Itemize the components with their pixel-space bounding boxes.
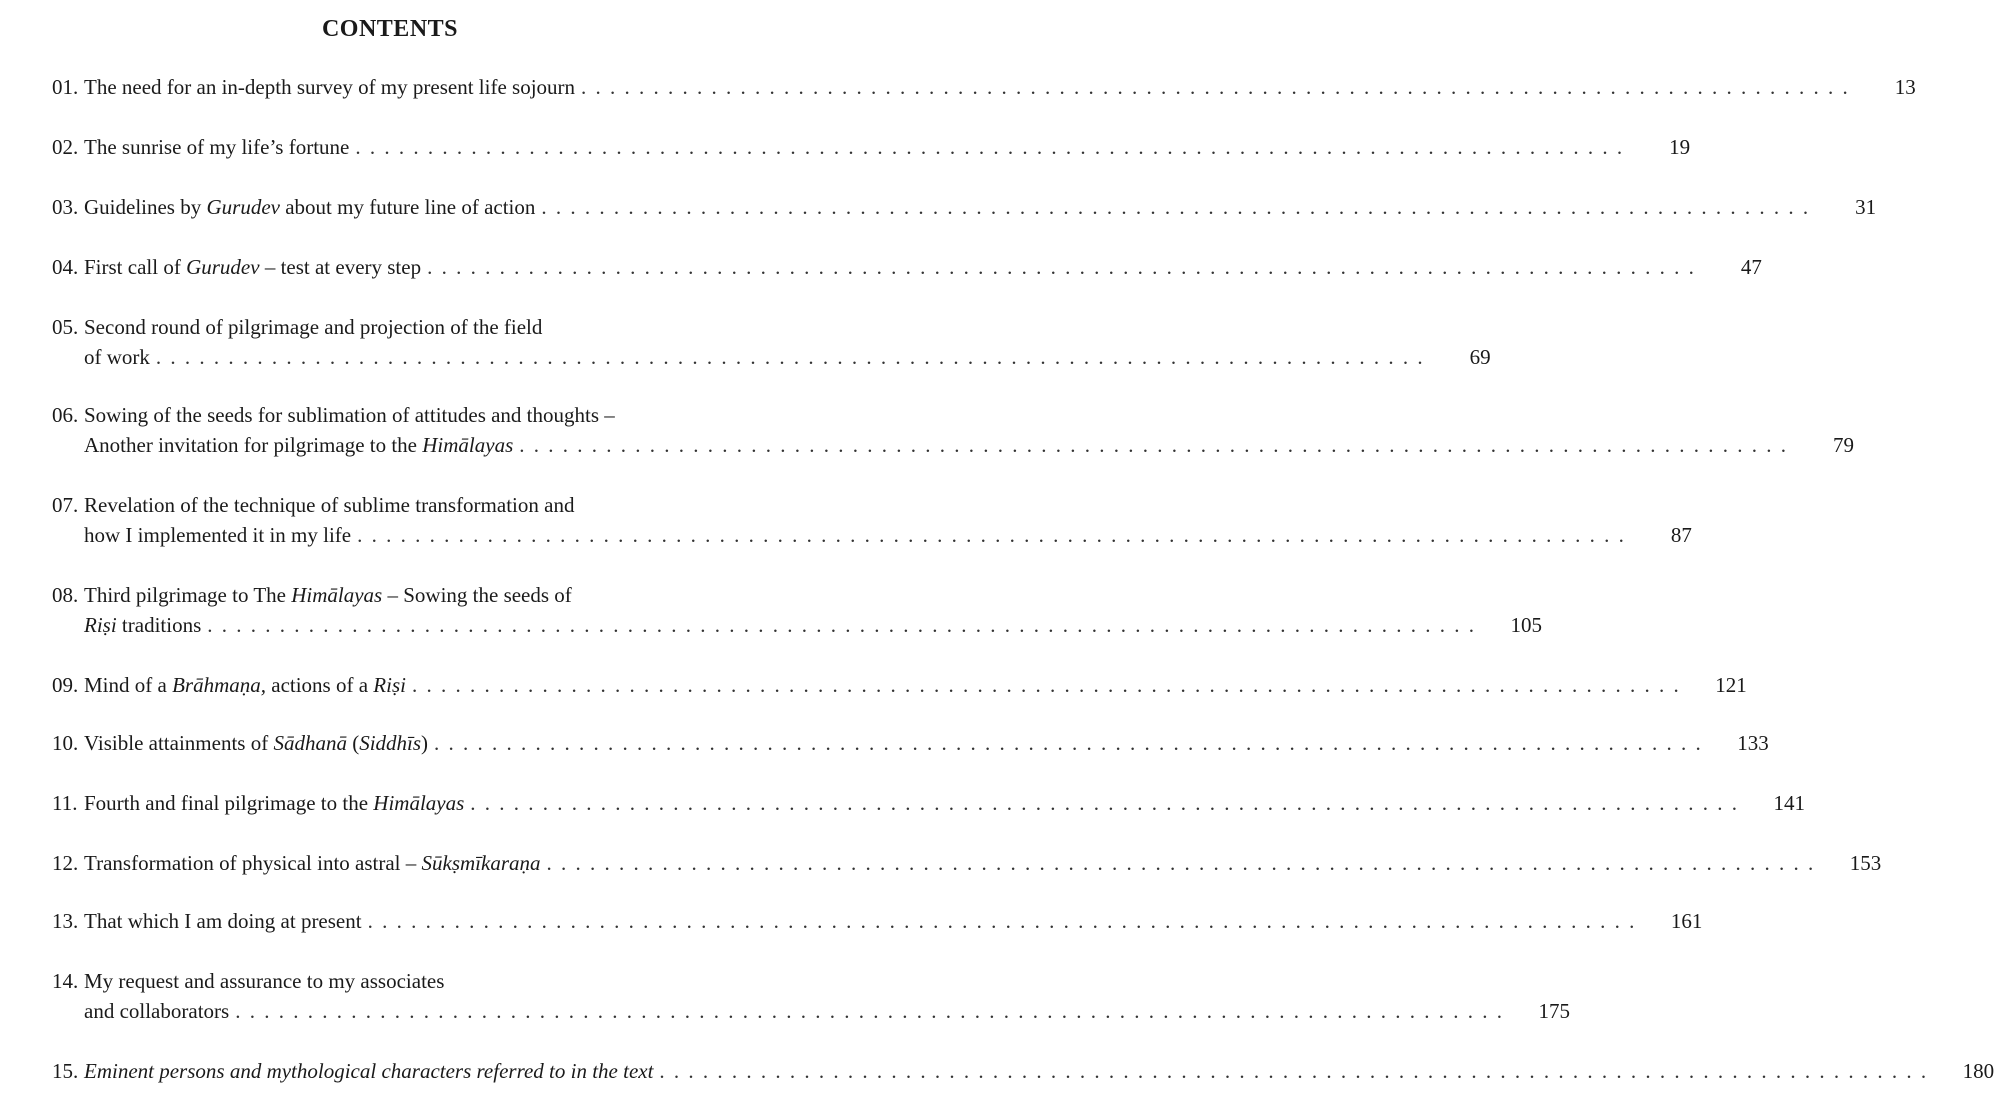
toc-title-segment: Himālayas xyxy=(291,583,383,607)
toc-entry-number: 11. xyxy=(52,791,78,815)
toc-entry-line xyxy=(52,520,1692,550)
toc-title-segment: traditions xyxy=(116,613,202,637)
toc-title-segment: Himālayas xyxy=(373,791,465,815)
toc-entry-line xyxy=(52,430,1855,460)
toc-entry-number: 03. xyxy=(52,195,79,219)
toc-entry-title xyxy=(84,788,464,818)
toc-title-segment: First call of xyxy=(84,255,187,279)
toc-entry-line xyxy=(52,1056,1994,1086)
toc-entry-line xyxy=(52,966,742,996)
toc-title-segment: of work xyxy=(84,345,150,369)
toc-entry-page-number: 79 xyxy=(1833,433,1855,457)
toc-entry-number: 01. xyxy=(52,75,79,99)
dot-leader xyxy=(659,1056,1928,1086)
toc-entry-line xyxy=(52,132,1691,162)
toc-entry-line xyxy=(52,610,1542,640)
toc-entry-page-number: 175 xyxy=(1538,999,1570,1023)
toc-entry-title xyxy=(84,312,542,342)
toc-title-segment: Sowing of the seeds for sublimation of attitudes and thoughts – xyxy=(84,403,615,427)
toc-title-segment: about my future line of action xyxy=(279,195,536,219)
toc-entry-number: 08. xyxy=(52,583,79,607)
dot-leader xyxy=(434,728,1703,758)
toc-entry[interactable] xyxy=(52,906,1703,936)
toc-title-segment: Second round of pilgrimage and projection of the field xyxy=(84,315,543,339)
toc-title-segment: – Sowing the seeds of xyxy=(382,583,572,607)
toc-entry-number: 07. xyxy=(52,493,79,517)
toc-entry[interactable] xyxy=(52,312,1491,372)
toc-entry-page-number: 180 xyxy=(1962,1059,1994,1083)
toc-entry-page-number: 161 xyxy=(1670,909,1703,933)
dot-leader xyxy=(156,342,1425,372)
toc-entry-page-number: 87 xyxy=(1670,523,1692,547)
toc-entry[interactable] xyxy=(52,192,1877,222)
toc-title-segment: Himālayas xyxy=(422,433,514,457)
dot-leader xyxy=(412,670,1681,700)
toc-entry-page-number: 19 xyxy=(1669,135,1691,159)
toc-entry-number: 02. xyxy=(52,135,79,159)
toc-entry-line xyxy=(52,848,1882,878)
toc-entry[interactable] xyxy=(52,966,1570,1026)
toc-title-segment: Transformation of physical into astral – xyxy=(84,851,422,875)
toc-title-segment: Riṣi xyxy=(84,613,117,637)
toc-entry[interactable] xyxy=(52,1056,1994,1086)
toc-entry-line xyxy=(52,400,742,430)
toc-entry-title xyxy=(84,966,444,996)
page-title: CONTENTS xyxy=(321,16,459,42)
toc-entry-line xyxy=(52,312,742,342)
toc-entry-number: 04. xyxy=(52,255,79,279)
toc-title-segment: Fourth and final pilgrimage to the xyxy=(84,791,374,815)
toc-title-segment: – test at every step xyxy=(259,255,422,279)
toc-entry-title xyxy=(84,848,541,878)
toc-entry-number: 05. xyxy=(52,315,79,339)
toc-title-segment: Guidelines by xyxy=(84,195,207,219)
toc-entry-title xyxy=(84,670,406,700)
toc-entry-line xyxy=(52,906,1703,936)
toc-entry-line xyxy=(52,996,1570,1026)
toc-entry[interactable] xyxy=(52,728,1769,758)
toc-entry-number: 12. xyxy=(52,851,79,875)
toc-entry[interactable] xyxy=(52,72,1916,102)
toc-entry[interactable] xyxy=(52,490,1692,550)
toc-title-segment: Riṣi xyxy=(373,673,406,697)
toc-title-segment: Visible attainments of xyxy=(84,731,274,755)
toc-entry-page-number: 47 xyxy=(1740,255,1762,279)
dot-leader xyxy=(427,252,1696,282)
toc-entry-number: 06. xyxy=(52,403,79,427)
toc-title-segment: Gurudev xyxy=(186,255,260,279)
dot-leader xyxy=(470,788,1739,818)
toc-entry-number: 15. xyxy=(52,1059,79,1083)
toc-title-segment: Brāhmaṇa, xyxy=(172,673,266,697)
toc-title-segment: Revelation of the technique of sublime transformation and xyxy=(84,493,575,517)
toc-entry-title xyxy=(84,132,349,162)
toc-entry-title xyxy=(84,400,615,430)
toc-entry-title xyxy=(84,192,535,222)
toc-entry-number: 10. xyxy=(52,731,79,755)
toc-entry-number: 13. xyxy=(52,909,79,933)
toc-title-segment: how I implemented it in my life xyxy=(84,523,352,547)
toc-entry[interactable] xyxy=(52,252,1762,282)
toc-entry-page-number: 69 xyxy=(1469,345,1491,369)
toc-entry-line xyxy=(52,342,1491,372)
toc-entry-line xyxy=(52,192,1877,222)
toc-entry-line xyxy=(52,72,1916,102)
toc-entry-title xyxy=(84,342,150,372)
toc-entry[interactable] xyxy=(52,848,1882,878)
toc-title-segment: That which I am doing at present xyxy=(84,909,362,933)
dot-leader xyxy=(357,520,1626,550)
toc-entry[interactable] xyxy=(52,788,1806,818)
toc-entry-number: 14. xyxy=(52,969,79,993)
toc-entry-page-number: 121 xyxy=(1715,673,1747,697)
toc-title-segment: ( xyxy=(346,731,360,755)
toc-entry-line xyxy=(52,490,742,520)
toc-title-segment: ) xyxy=(421,731,429,755)
toc-entry-title xyxy=(84,580,572,610)
toc-entry-title xyxy=(84,906,362,936)
toc-entry-page-number: 105 xyxy=(1510,613,1542,637)
dot-leader xyxy=(207,610,1476,640)
dot-leader xyxy=(541,192,1810,222)
toc-entry-line xyxy=(52,670,1747,700)
toc-entry-number: 09. xyxy=(52,673,79,697)
toc-title-segment: Third pilgrimage to The xyxy=(84,583,292,607)
toc-entry[interactable] xyxy=(52,132,1691,162)
toc-entry-page-number: 141 xyxy=(1773,791,1806,815)
toc-entry-line xyxy=(52,728,1769,758)
toc-entry-title xyxy=(84,610,201,640)
toc-title-segment: The need for an in-depth survey of my present life sojourn xyxy=(84,75,576,99)
toc-title-segment: Sūkṣmīkaraṇa xyxy=(421,851,541,875)
dot-leader xyxy=(355,132,1624,162)
dot-leader xyxy=(581,72,1850,102)
toc-title-segment: and collaborators xyxy=(84,999,230,1023)
toc-entry-page-number: 31 xyxy=(1855,195,1877,219)
dot-leader xyxy=(547,848,1816,878)
toc-entry[interactable] xyxy=(52,580,1542,640)
toc-title-segment: Siddhīs xyxy=(359,731,422,755)
dot-leader xyxy=(235,996,1504,1026)
toc-title-segment: My request and assurance to my associates xyxy=(84,969,445,993)
toc-entry-title xyxy=(84,430,513,460)
dot-leader xyxy=(368,906,1637,936)
toc-title-segment: Mind of a xyxy=(84,673,173,697)
toc-title-segment: Gurudev xyxy=(206,195,280,219)
toc-title-segment: The sunrise of my life’s fortune xyxy=(84,135,350,159)
toc-entry-page-number: 13 xyxy=(1894,75,1916,99)
toc-entry-page-number: 133 xyxy=(1737,731,1769,755)
dot-leader xyxy=(519,430,1788,460)
toc-entry-title xyxy=(84,490,574,520)
toc-entry[interactable] xyxy=(52,400,1855,460)
toc-title-segment: actions of a xyxy=(266,673,374,697)
toc-entry-title xyxy=(84,728,428,758)
toc-entry-line xyxy=(52,252,1762,282)
toc-entry-title xyxy=(84,520,351,550)
toc-entry[interactable] xyxy=(52,670,1747,700)
toc-entry-title xyxy=(84,996,229,1026)
toc-title-segment: Eminent persons and mythological characters referred to in the text xyxy=(84,1059,654,1083)
toc-title-segment: Sādhanā xyxy=(273,731,347,755)
toc-entry-page-number: 153 xyxy=(1849,851,1882,875)
toc-entry-line xyxy=(52,788,1806,818)
toc-entry-title xyxy=(84,252,421,282)
toc-entry-line xyxy=(52,580,742,610)
toc-entry-title xyxy=(84,72,575,102)
toc-entry-title xyxy=(84,1056,653,1086)
toc-title-segment: Another invitation for pilgrimage to the xyxy=(84,433,423,457)
